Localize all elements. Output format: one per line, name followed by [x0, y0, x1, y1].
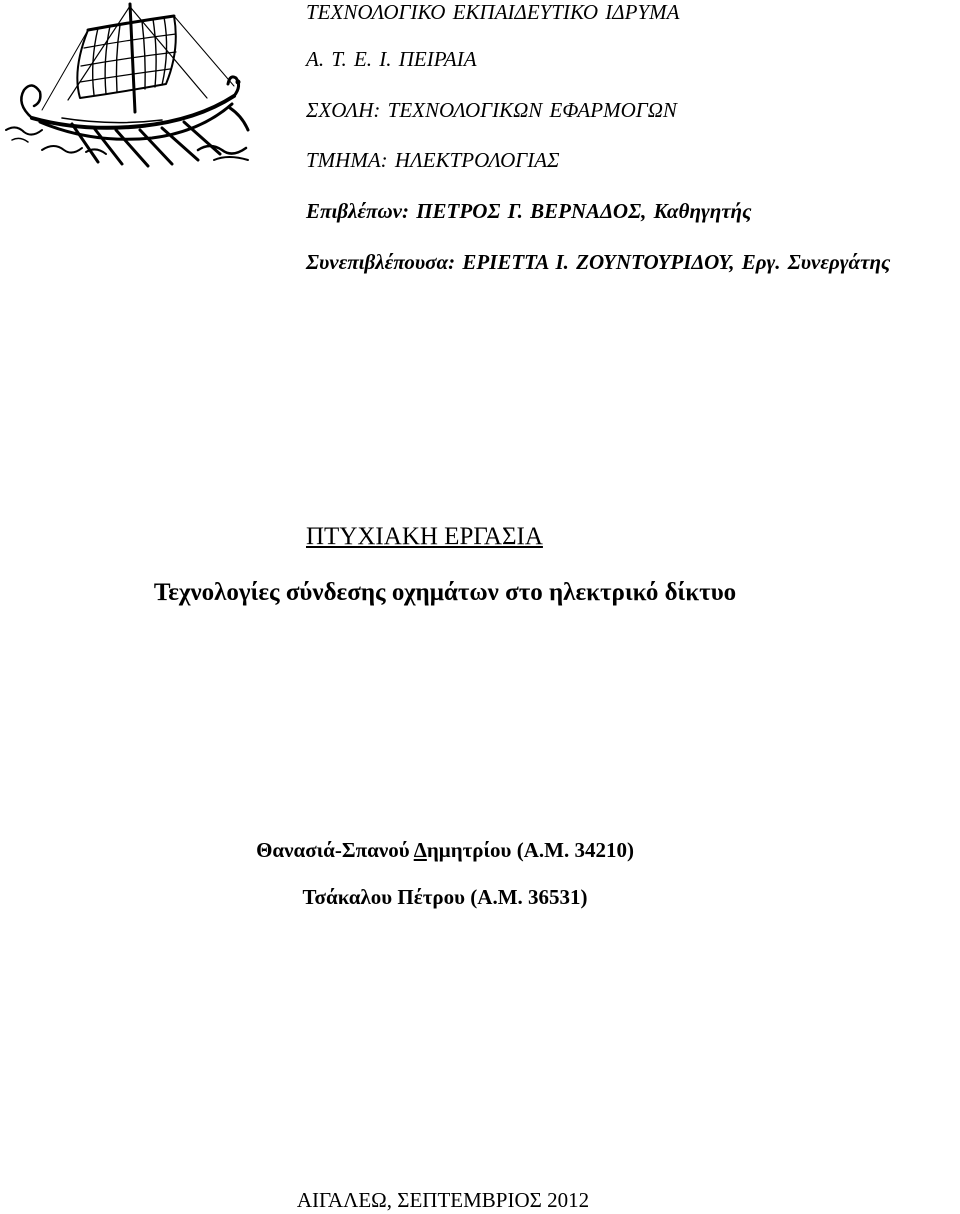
- thesis-title: Τεχνολογίες σύνδεσης οχημάτων στο ηλεκτρικό δίκτυο: [153, 579, 737, 606]
- author-1-underlined: Δ: [413, 838, 427, 862]
- campus-line: Α. Τ. Ε. Ι. ΠΕΙΡΑΙΑ: [306, 47, 477, 71]
- school-line: ΣΧΟΛΗ: ΤΕΧΝΟΛΟΓΙΚΩΝ ΕΦΑΡΜΟΓΩΝ: [306, 98, 677, 122]
- institution-line: ΤΕΧΝΟΛΟΓΙΚΟ ΕΚΠΑΙΔΕΥΤΙΚΟ ΙΔΡΥΜΑ: [306, 0, 680, 24]
- author-2: Τσάκαλου Πέτρου (Α.Μ. 36531): [302, 885, 588, 909]
- place-date-footer: ΑΙΓΑΛΕΩ, ΣΕΠΤΕΜΒΡΙΟΣ 2012: [296, 1188, 590, 1212]
- supervisor-line: Επιβλέπων: ΠΕΤΡΟΣ Γ. ΒΕΡΝΑΔΟΣ, Καθηγητής: [306, 199, 752, 223]
- author-1-prefix: Θανασιά-Σπανού: [256, 838, 414, 862]
- co-supervisor-line: Συνεπιβλέπουσα: ΕΡΙΕΤΤΑ Ι. ΖΟΥΝΤΟΥΡΙΔΟΥ, Εργ. Συνεργάτης: [306, 250, 891, 274]
- author-1-rest: ημητρίου (Α.Μ. 34210): [426, 838, 634, 862]
- department-line: ΤΜΗΜΑ: ΗΛΕΚΤΡΟΛΟΓΙΑΣ: [306, 148, 560, 172]
- author-1: [0, 837, 890, 863]
- ship-logo-icon: [2, 0, 252, 170]
- thesis-type-heading: ΠΤΥΧΙΑΚΗ ΕΡΓΑΣΙΑ: [306, 523, 543, 550]
